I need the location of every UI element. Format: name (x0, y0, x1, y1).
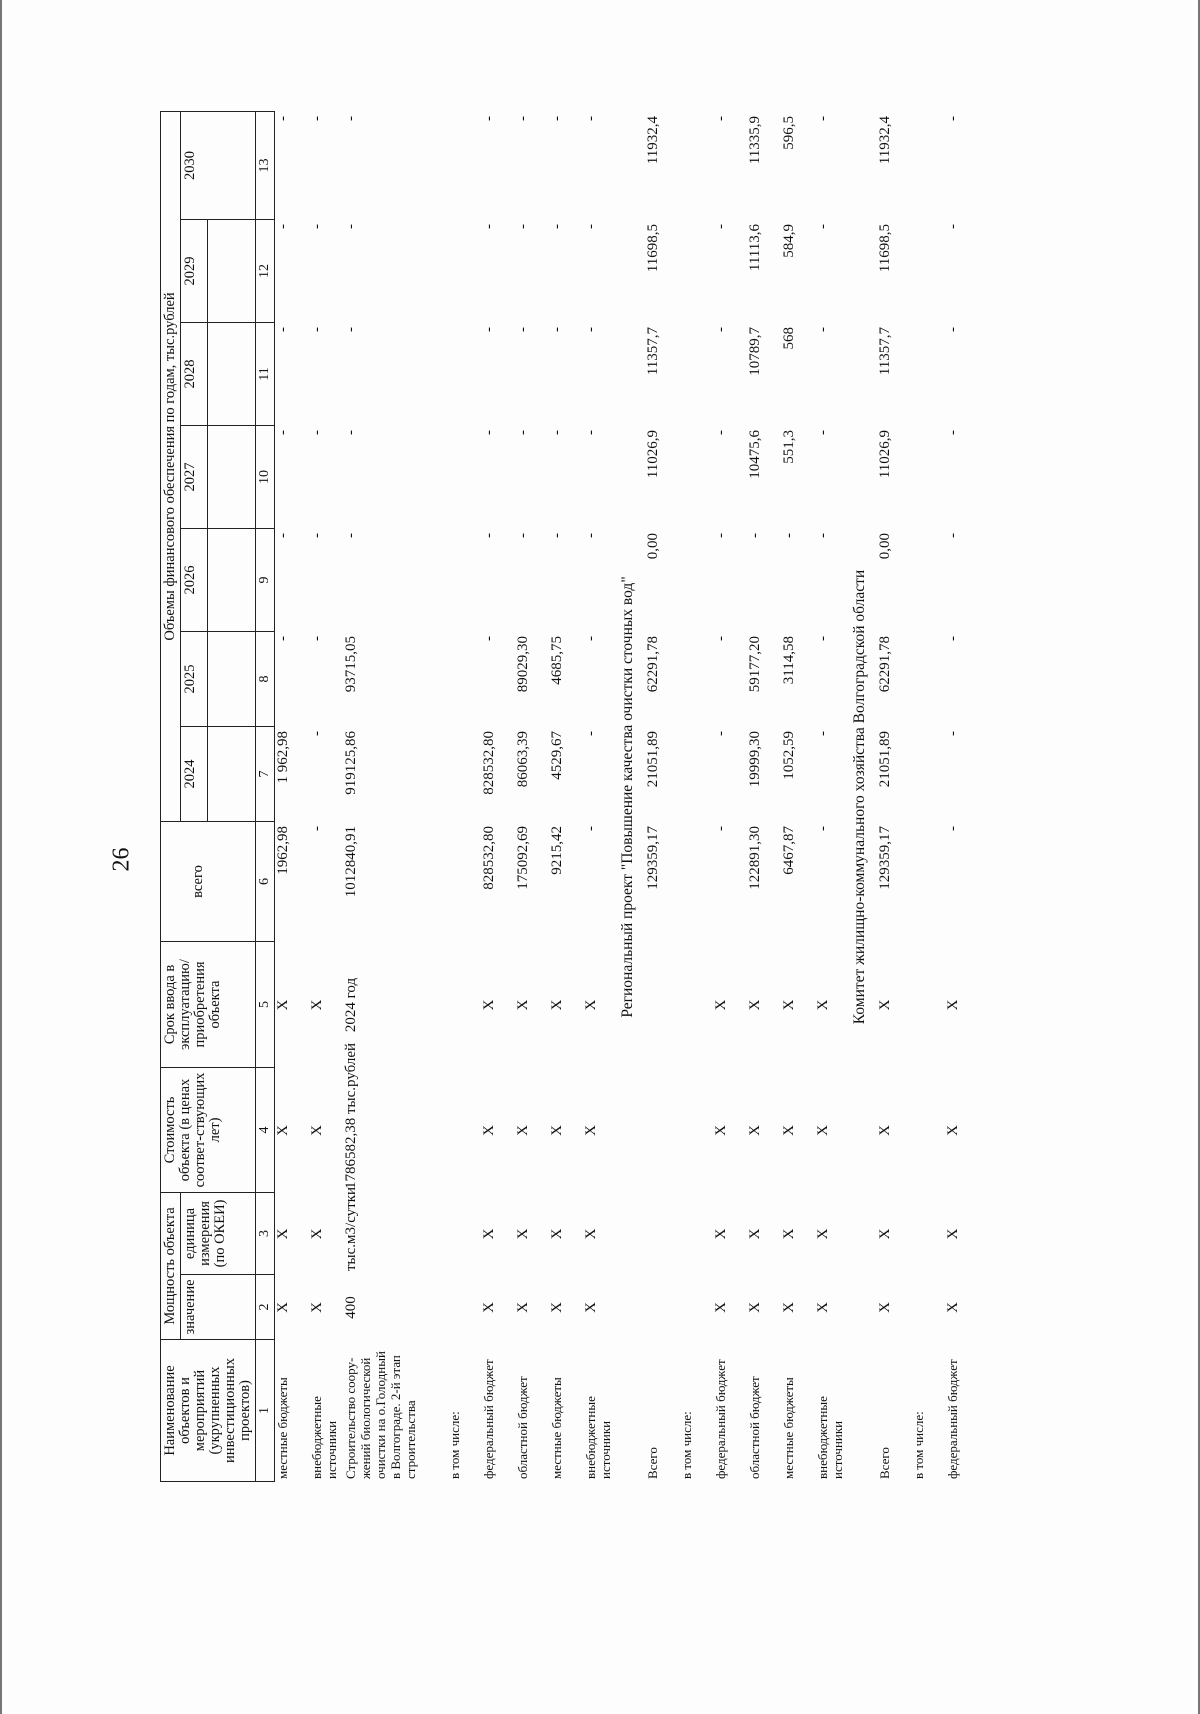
cell-c2 (911, 1275, 945, 1340)
cell-c11 (447, 323, 481, 426)
cell-c7: - (945, 731, 961, 736)
cell-c11: - (945, 327, 961, 332)
cell-c6: 6467,87 (781, 826, 797, 875)
cell-c7: 4529,67 (549, 731, 565, 780)
header-name-col: Наименование объектов и мероприятий (укрупненных инвестиционных проектов) (161, 1340, 256, 1482)
table-row (815, 112, 849, 1482)
cell-c7: 1052,59 (781, 731, 797, 780)
cell-c7: 828532,80 (481, 731, 497, 795)
cell-c8 (911, 632, 945, 727)
cell-c8 (447, 632, 481, 727)
cell-c9: - (309, 533, 325, 538)
cell-c10: - (945, 430, 961, 435)
cell-c5: X (815, 999, 831, 1011)
header-year: 2026 (181, 529, 208, 632)
cell-c6: 175092,69 (515, 826, 531, 890)
cell-c5: X (549, 999, 565, 1011)
cell-c12: - (713, 224, 729, 229)
table-row (679, 112, 713, 1482)
cell-c12: - (309, 224, 325, 229)
cell-c6: 9215,42 (549, 826, 565, 875)
cell-c4 (645, 1068, 679, 1193)
cell-c8: - (583, 636, 599, 641)
cell-c4: X (747, 1125, 763, 1136)
cell-c4: X (781, 1125, 797, 1136)
cell-c5: X (781, 999, 797, 1011)
cell-c6: 1962,98 (275, 826, 291, 875)
section-title: Региональный проект "Повышение качества очистки сточных вод" (619, 576, 636, 1018)
cell-c5: X (481, 999, 497, 1011)
table-row (481, 112, 515, 1482)
cell-c11: - (549, 327, 565, 332)
cell-c2 (447, 1275, 481, 1340)
header-year: 2025 (181, 632, 208, 727)
cell-c8: - (945, 636, 961, 641)
cell-c12: 11698,5 (645, 224, 661, 273)
cell-c8: - (481, 636, 497, 641)
cell-c7: 21051,89 (645, 731, 661, 788)
cell-c11: - (713, 327, 729, 332)
cell-c13 (447, 112, 481, 220)
cell-c13: - (713, 116, 729, 121)
cell-c5 (645, 942, 679, 1068)
table-header (160, 111, 275, 1482)
header-index-row (256, 111, 275, 1481)
cell-c12 (911, 220, 945, 323)
cell-c4: X (275, 1125, 291, 1136)
table-body (275, 112, 979, 1482)
cell-c9: - (781, 533, 797, 538)
header-power-value: значение (181, 1275, 256, 1340)
cell-c4 (447, 1068, 481, 1193)
cell-c2: X (781, 1302, 797, 1313)
table-row (713, 112, 747, 1482)
cell-c5 (447, 942, 481, 1068)
header-year: 2029 (181, 220, 208, 323)
table-row (945, 112, 979, 1482)
cell-c8: - (309, 636, 325, 641)
cell-c2: X (945, 1302, 961, 1313)
cell-c13: 11932,4 (877, 116, 893, 165)
cell-c10: - (515, 430, 531, 435)
cell-c11: - (343, 327, 359, 332)
cell-c13: - (309, 116, 325, 121)
cell-c9: - (945, 533, 961, 538)
row-name: внебюджетные источники (583, 1396, 613, 1479)
cell-c6: - (309, 826, 325, 831)
cell-c2 (645, 1275, 679, 1340)
cell-c8: - (713, 636, 729, 641)
cell-c11 (911, 323, 945, 426)
column-index: 7 (256, 727, 275, 822)
cell-c4: X (549, 1125, 565, 1136)
cell-c7: - (309, 731, 325, 736)
cell-c8 (679, 632, 713, 727)
cell-c4: X (481, 1125, 497, 1136)
cell-c11: 568 (781, 327, 797, 350)
section-title-row (617, 112, 645, 1482)
cell-c11: - (309, 327, 325, 332)
table-row (309, 112, 343, 1482)
cell-c6: 828532,80 (481, 826, 497, 890)
row-name: в том числе: (679, 1411, 694, 1479)
cell-c12: 11698,5 (877, 224, 893, 273)
row-name: областной бюджет (515, 1376, 530, 1479)
cell-c5: X (713, 999, 729, 1011)
table-row (877, 112, 911, 1482)
cell-c5: X (515, 999, 531, 1011)
cell-c3: X (515, 1228, 531, 1240)
cell-c6 (679, 822, 713, 942)
cell-c4: X (877, 1125, 893, 1136)
cell-c5: X (583, 999, 599, 1011)
cell-c13: 11335,9 (747, 116, 763, 165)
cell-c12: 584,9 (781, 224, 797, 258)
cell-c7 (679, 727, 713, 822)
cell-c9: - (815, 533, 831, 538)
cell-c9: - (515, 533, 531, 538)
cell-c6: 1012840,91 (343, 826, 359, 898)
column-index: 13 (256, 111, 275, 219)
row-name: в том числе: (911, 1411, 926, 1479)
cell-c8: 62291,78 (877, 636, 893, 693)
header-cost: Стоимость объекта (в ценах соответ-ствующих лет) (161, 1068, 256, 1193)
section-title: Комитет жилищно-коммунального хозяйства Волгоградской области (851, 569, 868, 1025)
cell-c10: 551,3 (781, 430, 797, 464)
header-year: 2028 (181, 323, 208, 426)
cell-c9 (679, 529, 713, 632)
column-index: 2 (256, 1275, 275, 1340)
cell-c5: X (747, 999, 763, 1011)
cell-c7 (447, 727, 481, 822)
row-name: Строительство соору-жений биологической очистки на о.Голодный в Волгограде. 2-й этап строительства (343, 1351, 418, 1479)
cell-c11: 11357,7 (877, 327, 893, 376)
cell-c6 (911, 822, 945, 942)
row-name: внебюджетные источники (309, 1396, 339, 1479)
table-row (275, 112, 309, 1482)
header-power-unit: единица измерения (по ОКЕИ) (181, 1193, 256, 1275)
table-row (747, 112, 781, 1482)
column-index: 10 (256, 426, 275, 529)
cell-c13: - (945, 116, 961, 121)
cell-c13 (911, 112, 945, 220)
cell-c13: - (481, 116, 497, 121)
cell-c12: - (815, 224, 831, 229)
cell-c8: 89029,30 (515, 636, 531, 693)
cell-c4: X (815, 1125, 831, 1136)
cell-c3: X (481, 1228, 497, 1240)
rotated-table-sheet (160, 112, 1200, 1482)
cell-c8: 93715,05 (343, 636, 359, 693)
table-row (549, 112, 583, 1482)
cell-c11: 10789,7 (747, 327, 763, 376)
row-name: федеральный бюджет (945, 1359, 960, 1479)
cell-c5 (679, 942, 713, 1068)
column-index: 9 (256, 529, 275, 632)
cell-c10: - (713, 430, 729, 435)
cell-c13: - (549, 116, 565, 121)
cell-c11: - (583, 327, 599, 332)
cell-c6: 122891,30 (747, 826, 763, 890)
cell-c3: X (713, 1228, 729, 1240)
cell-c12 (447, 220, 481, 323)
cell-c10 (911, 426, 945, 529)
cell-c7 (911, 727, 945, 822)
row-name: внебюджетные источники (815, 1396, 845, 1479)
row-name: местные бюджеты (275, 1377, 290, 1479)
cell-c7: 86063,39 (515, 731, 531, 788)
cell-c4: X (309, 1125, 325, 1136)
cell-c9: 0,00 (877, 533, 893, 560)
cell-c5 (911, 942, 945, 1068)
cell-c4 (679, 1068, 713, 1193)
cell-c3: X (275, 1228, 291, 1240)
cell-c11 (679, 323, 713, 426)
cell-c8: 3114,58 (781, 636, 797, 685)
cell-c12: - (481, 224, 497, 229)
cell-c6: - (945, 826, 961, 831)
cell-c3 (911, 1193, 945, 1275)
cell-c3: тыс.м3/сутки (343, 1186, 359, 1271)
row-name: в том числе: (447, 1411, 462, 1479)
cell-c9: 0,00 (645, 533, 661, 560)
cell-c7: - (583, 731, 599, 736)
cell-c10: - (549, 430, 565, 435)
cell-c4: 1786582,38 тыс.рублей (343, 1042, 359, 1189)
cell-c13: 596,5 (781, 116, 797, 150)
column-index: 6 (256, 822, 275, 942)
column-index: 1 (256, 1340, 275, 1482)
section-title-row (849, 112, 877, 1482)
cell-c12: - (275, 224, 291, 229)
cell-c4 (911, 1068, 945, 1193)
cell-c13: - (275, 116, 291, 121)
cell-c4: X (945, 1125, 961, 1136)
cell-c3: X (309, 1228, 325, 1240)
cell-c3 (645, 1193, 679, 1275)
cell-c3: X (815, 1228, 831, 1240)
cell-c6: - (713, 826, 729, 831)
cell-c8: - (275, 636, 291, 641)
cell-c7: 19999,30 (747, 731, 763, 788)
cell-c9: - (747, 533, 763, 538)
table-row (645, 112, 679, 1482)
cell-c5: X (309, 999, 325, 1011)
row-name: областной бюджет (747, 1376, 762, 1479)
cell-c6 (447, 822, 481, 942)
cell-c4: X (713, 1125, 729, 1136)
cell-c10: 11026,9 (645, 430, 661, 479)
cell-c2 (679, 1275, 713, 1340)
cell-c12: - (343, 224, 359, 229)
cell-c5: X (877, 999, 893, 1011)
cell-c11: - (275, 327, 291, 332)
cell-c6: - (815, 826, 831, 831)
cell-c4: X (583, 1125, 599, 1136)
cell-c12 (679, 220, 713, 323)
row-name: Всего (877, 1447, 892, 1479)
cell-c2: X (583, 1302, 599, 1313)
cell-c13 (679, 112, 713, 220)
cell-c13: - (343, 116, 359, 121)
header-power: Мощность объекта (161, 1193, 181, 1340)
cell-c11: - (515, 327, 531, 332)
cell-c5: X (945, 999, 961, 1011)
row-name: федеральный бюджет (481, 1359, 496, 1479)
cell-c3: X (747, 1228, 763, 1240)
cell-c3: X (945, 1228, 961, 1240)
row-name: Всего (645, 1447, 660, 1479)
header-year: 2024 (181, 727, 208, 822)
cell-c3 (679, 1193, 713, 1275)
cell-c10 (679, 426, 713, 529)
cell-c2: X (309, 1302, 325, 1313)
cell-c2: X (747, 1302, 763, 1313)
cell-c9: - (549, 533, 565, 538)
table-row (911, 112, 945, 1482)
table-row (343, 112, 447, 1482)
scan-left-edge (0, 0, 2, 1714)
cell-c10: - (343, 430, 359, 435)
header-year: 2027 (181, 426, 208, 529)
cell-c10: - (583, 430, 599, 435)
column-index: 8 (256, 632, 275, 727)
header-year: 2030 (181, 111, 256, 219)
cell-c6: 129359,17 (877, 826, 893, 890)
cell-c12: - (549, 224, 565, 229)
cell-c2: X (549, 1302, 565, 1313)
cell-c10 (447, 426, 481, 529)
cell-c9 (911, 529, 945, 632)
cell-c6: 129359,17 (645, 826, 661, 890)
column-index: 12 (256, 220, 275, 323)
cell-c3: X (877, 1228, 893, 1240)
page-number: 26 (108, 847, 135, 872)
cell-c10: - (815, 430, 831, 435)
cell-c8: - (815, 636, 831, 641)
cell-c13: 11932,4 (645, 116, 661, 165)
cell-c12: - (515, 224, 531, 229)
cell-c12: 11113,6 (747, 224, 763, 272)
cell-c5: 2024 год (343, 977, 359, 1033)
cell-c2: X (815, 1302, 831, 1313)
column-index: 4 (256, 1068, 275, 1193)
cell-c11: - (481, 327, 497, 332)
cell-c3: X (781, 1228, 797, 1240)
cell-c9: - (481, 533, 497, 538)
cell-c4: X (515, 1125, 531, 1136)
cell-c7: - (815, 731, 831, 736)
column-index: 5 (256, 942, 275, 1068)
header-total: всего (161, 822, 256, 942)
cell-c2: X (515, 1302, 531, 1313)
cell-c3: X (549, 1228, 565, 1240)
cell-c9: - (713, 533, 729, 538)
cell-c13: - (515, 116, 531, 121)
column-index: 11 (256, 323, 275, 426)
table-row (781, 112, 815, 1482)
header-term: Срок ввода в эксплуатацию/ приобретения объекта (161, 942, 256, 1068)
cell-c5: X (275, 999, 291, 1011)
cell-c7: 919125,86 (343, 731, 359, 795)
cell-c3: X (583, 1228, 599, 1240)
cell-c9: - (343, 533, 359, 538)
cell-c2: X (877, 1302, 893, 1313)
cell-c10: - (481, 430, 497, 435)
cell-c10: 10475,6 (747, 430, 763, 479)
row-name: местные бюджеты (781, 1377, 796, 1479)
cell-c12: - (583, 224, 599, 229)
cell-c3 (447, 1193, 481, 1275)
row-name: местные бюджеты (549, 1377, 564, 1479)
cell-c2: X (275, 1302, 291, 1313)
table-row (447, 112, 481, 1482)
cell-c13: - (583, 116, 599, 121)
table-row (515, 112, 549, 1482)
cell-c10: - (275, 430, 291, 435)
cell-c2: 400 (343, 1296, 359, 1319)
cell-c12: - (945, 224, 961, 229)
header-volumes: Объемы финансового обеспечения по годам, тыс.рублей (161, 111, 181, 821)
column-index: 3 (256, 1193, 275, 1275)
cell-c9: - (583, 533, 599, 538)
cell-c7: 1 962,98 (275, 731, 291, 784)
cell-c2: X (481, 1302, 497, 1313)
cell-c11: 11357,7 (645, 327, 661, 376)
cell-c6: - (583, 826, 599, 831)
cell-c9 (447, 529, 481, 632)
cell-c8: 4685,75 (549, 636, 565, 685)
cell-c7: - (713, 731, 729, 736)
cell-c9: - (275, 533, 291, 538)
cell-c13: - (815, 116, 831, 121)
cell-c10: - (309, 430, 325, 435)
cell-c11: - (815, 327, 831, 332)
cell-c2: X (713, 1302, 729, 1313)
cell-c10: 11026,9 (877, 430, 893, 479)
cell-c8: 59177,20 (747, 636, 763, 693)
cell-c8: 62291,78 (645, 636, 661, 693)
row-name: федеральный бюджет (713, 1359, 728, 1479)
cell-c7: 21051,89 (877, 731, 893, 788)
table-row (583, 112, 617, 1482)
